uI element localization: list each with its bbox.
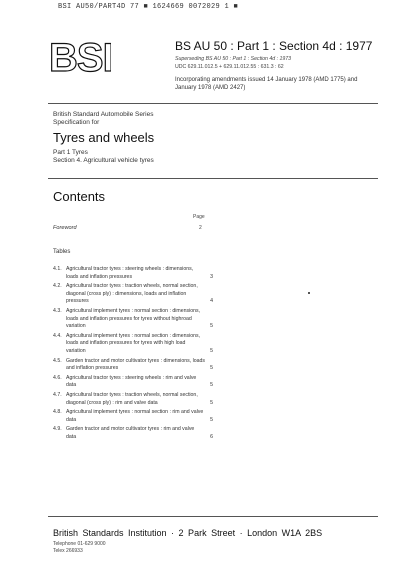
- scan-speck: [308, 292, 310, 294]
- toc-text: Garden tractor and motor cultivator tyres : rim and valve data: [66, 426, 195, 440]
- footer-telephone: Telephone 01-629 9000: [53, 541, 106, 547]
- toc-row: [53, 266, 213, 281]
- standard-title: BS AU 50 : Part 1 : Section 4d : 1977: [175, 39, 373, 53]
- bsi-logo: [47, 35, 111, 75]
- part-line: Part 1 Tyres: [53, 149, 88, 156]
- series-line: British Standard Automobile Series: [53, 111, 154, 118]
- toc-number: 4.9.: [53, 426, 62, 433]
- toc-page: 5: [210, 365, 213, 372]
- udc-line: UDC 629.11.012.5 + 629.11.012.55 : 631.3 : 62: [175, 64, 284, 70]
- foreword-page: 2: [199, 225, 202, 231]
- toc-text: Agricultural implement tyres : normal section : dimensions, loads and inflation pressures for tyres with high load variation: [66, 332, 201, 354]
- toc-row: [53, 358, 213, 373]
- toc-text: Agricultural tractor tyres : steering wheels : dimensions, loads and inflation pressures: [66, 266, 194, 280]
- toc-page: 5: [210, 416, 213, 423]
- toc-row: [53, 392, 213, 407]
- footer-institution: British Standards Institution · 2 Park Street · London W1A 2BS: [53, 528, 323, 538]
- top-rule: [48, 103, 378, 104]
- toc-text: Agricultural tractor tyres : traction wheels, normal section, diagonal (cross ply) : rim and valve data: [66, 391, 198, 406]
- toc-text: Agricultural tractor tyres : traction wheels, normal section, diagonal (cross ply) : dimensions, loads and inflation pressures: [66, 283, 198, 305]
- toc-row: [53, 333, 213, 356]
- toc-number: 4.2.: [53, 283, 62, 290]
- toc-row: [53, 409, 213, 424]
- toc-number: 4.1.: [53, 266, 62, 272]
- toc-text: Agricultural implement tyres : normal section : dimensions, loads and inflation pressures for tyres without highroad variation: [66, 307, 201, 330]
- toc-number: 4.3.: [53, 307, 62, 314]
- page-column-heading: Page: [193, 214, 205, 220]
- contents-heading: Contents: [53, 189, 106, 204]
- toc-number: 4.7.: [53, 391, 62, 398]
- toc-row: [53, 375, 213, 390]
- toc-page: 5: [210, 347, 213, 354]
- specification-line: Specification for: [53, 119, 100, 126]
- toc-row: [53, 426, 213, 441]
- contents-rule: [48, 178, 378, 179]
- foreword-entry: Foreword: [53, 225, 77, 231]
- toc-page: 5: [210, 399, 213, 406]
- toc-number: 4.8.: [53, 409, 62, 416]
- header-code: BSI AU50/PART4D 77 ■ 1624669 0072029 1 ■: [58, 3, 239, 11]
- toc-page: 3: [210, 273, 213, 280]
- amendments-note: Incorporating amendments issued 14 January 1978 (AMD 1775) and January 1978 (AMD 2427): [175, 77, 358, 91]
- toc-row: [53, 283, 213, 306]
- superseding-line: Superseding BS AU 50 : Part 1 : Section 4d : 1973: [175, 56, 292, 62]
- toc-text: Garden tractor and motor cultivator tyres : dimensions, loads and inflation pressures: [66, 357, 205, 372]
- page-title: Tyres and wheels: [53, 130, 155, 145]
- svg-text:BSI: BSI: [49, 36, 111, 75]
- tables-heading: Tables: [53, 249, 71, 255]
- toc-page: 6: [210, 433, 213, 440]
- toc-page: 4: [210, 298, 213, 305]
- section-line: Section 4. Agricultural vehicle tyres: [53, 157, 154, 164]
- toc-row: [53, 308, 213, 331]
- footer-rule: [48, 516, 378, 517]
- table-of-contents: [53, 266, 213, 443]
- toc-number: 4.6.: [53, 374, 62, 381]
- toc-number: 4.5.: [53, 357, 62, 364]
- toc-page: 5: [210, 382, 213, 389]
- footer-telex: Telex 266933: [53, 548, 83, 554]
- toc-text: Agricultural tractor tyres : steering wheels : rim and valve data: [66, 374, 197, 389]
- toc-number: 4.4.: [53, 332, 62, 339]
- toc-text: Agricultural implement tyres : normal section : rim and valve data: [66, 409, 204, 423]
- toc-page: 5: [210, 323, 213, 330]
